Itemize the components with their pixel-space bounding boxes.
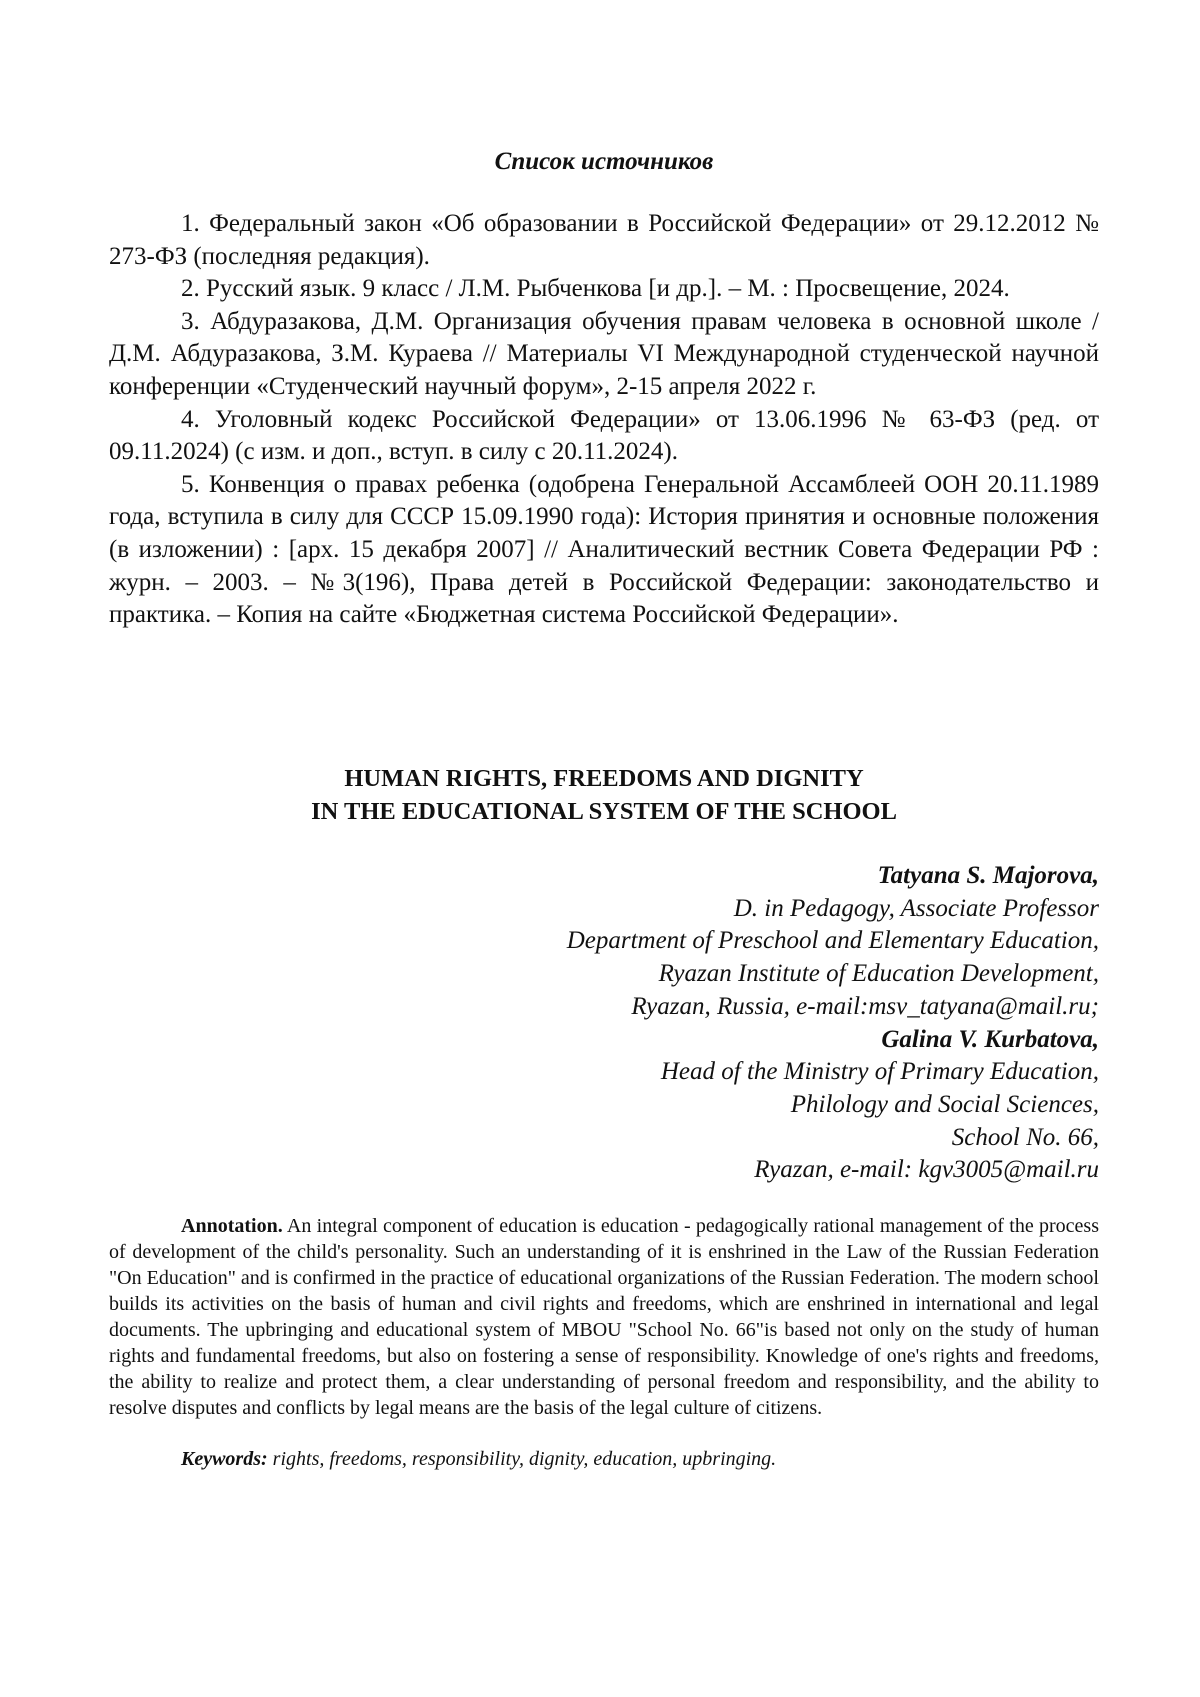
keywords-label: Keywords: <box>181 1448 268 1470</box>
author-name-1: Tatyana S. Majorova, <box>877 862 1099 889</box>
reference-item-5: 5. Конвенция о правах ребенка (одобрена Генеральной Ассамблеей ООН 20.11.1989 года, вступила в силу для СССР 15.09.1990 года): История принятия и основные положения (в изложении) : [арх. 15 декабря 2007] // Аналитический вестник Совета Федерации РФ : журн. – 2003. – №3(196), Права детей в Российской Федерации: законодательство и практика. – Копия на сайте «Бюджетная система Российской Федерации». <box>109 470 1099 629</box>
author-2-subjects: Philology and Social Sciences, <box>790 1090 1099 1118</box>
keywords-paragraph <box>109 1446 1099 1472</box>
author-2-school: School No. 66, <box>951 1123 1099 1151</box>
author-2-location-email: Ryazan, e-mail: kgv3005@mail.ru <box>754 1156 1099 1184</box>
author-name-2: Galina V. Kurbatova, <box>881 1025 1099 1053</box>
author-1-location-email: Ryazan, Russia, e-mail:msv_tatyana@mail.ru; <box>631 992 1099 1020</box>
author-1-degree: D. in Pedagogy, Associate Professor <box>733 894 1099 922</box>
annotation-text: An integral component of education is education - pedagogically rational management of the process of development of the child's personality. Such an understanding of it is enshrined in the Law of the Russian Federation "On Education" and is confirmed in the practice of educational organizations of the Russian Federation. The modern school builds its activities on the basis of human and civil rights and freedoms, which are enshrined in international and legal documents. The upbringing and educational system of MBOU "School No. 66"is based not only on the study of human rights and fundamental freedoms, but also on fostering a sense of responsibility. Knowledge of one's rights and freedoms, the ability to realize and protect them, a clear understanding of personal freedom and responsibility, and the ability to resolve disputes and conflicts by legal means are the basis of the legal culture of citizens. <box>109 1215 1099 1419</box>
reference-item-1: 1. Федеральный закон «Об образовании в Российской Федерации» от 29.12.2012 № 273-ФЗ (последняя редакция). <box>109 210 1099 270</box>
references-title: Список источников <box>494 148 714 175</box>
annotation-label: Annotation. <box>181 1215 283 1237</box>
author-2-position: Head of the Ministry of Primary Education, <box>660 1058 1099 1086</box>
author-block <box>109 860 1099 1187</box>
article-title-line-2: IN THE EDUCATIONAL SYSTEM OF THE SCHOOL <box>311 798 897 825</box>
keywords-text: rights, freedoms, responsibility, dignity, education, upbringing. <box>267 1448 777 1470</box>
annotation-paragraph <box>109 1213 1099 1421</box>
article-title-line-1: HUMAN RIGHTS, FREEDOMS AND DIGNITY <box>344 765 864 792</box>
reference-item-4: 4. Уголовный кодекс Российской Федерации» от 13.06.1996 № 63-ФЗ (ред. от 09.11.2024) (с изм. и доп., вступ. в силу с 20.11.2024). <box>109 405 1099 466</box>
reference-item-2: 2. Русский язык. 9 класс / Л.М. Рыбченкова [и др.]. – М. : Просвещение, 2024. <box>181 275 1010 303</box>
article-title <box>109 762 1099 828</box>
reference-item-3: 3. Абдуразакова, Д.М. Организация обучения правам человека в основной школе / Д.М. Абдуразакова, З.М. Кураева // Материалы VI Международной студенческой научной конференции «Студенческий научный форум», 2-15 апреля 2022 г. <box>109 307 1099 400</box>
author-1-institution: Ryazan Institute of Education Development, <box>658 960 1099 988</box>
references-list <box>109 208 1099 632</box>
author-1-department: Department of Preschool and Elementary Education, <box>566 927 1099 955</box>
